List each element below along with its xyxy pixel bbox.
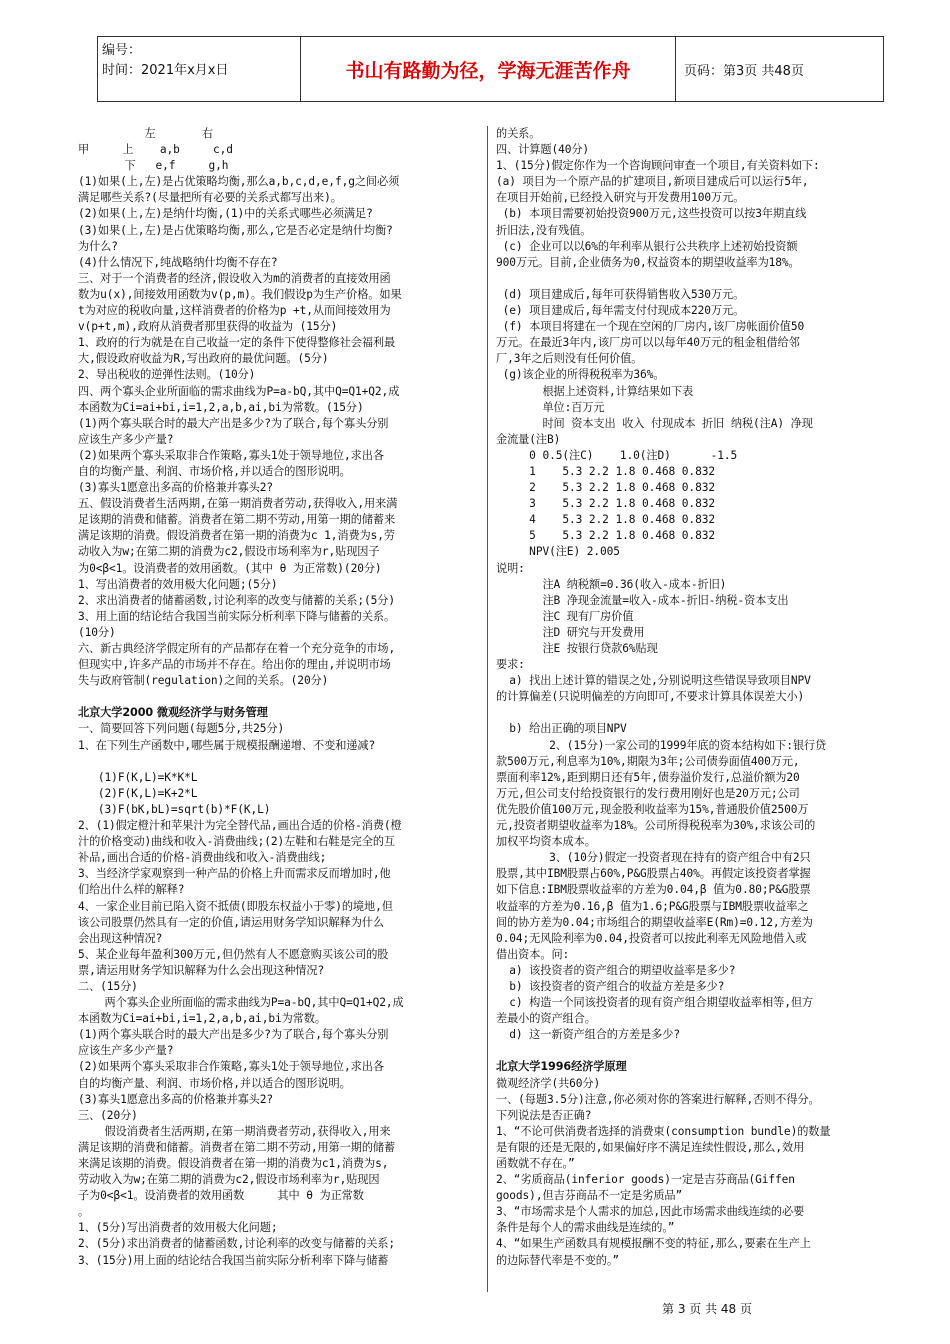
text-line: 厂,3年之后则没有任何价值。 <box>496 352 643 366</box>
section-heading: 北京大学1996经济学原理 <box>496 1060 627 1074</box>
text-line: (10分) <box>78 625 116 639</box>
text-line: (1)如果(上,左)是占优策略均衡,那么a,b,c,d,e,f,g之间必须 <box>78 175 400 189</box>
text-line: 1、(15分)假定你作为一个咨询顾问审查一个项目,有关资料如下: <box>496 159 820 173</box>
text-line: (a) 项目为一个原产品的扩建项目,新项目建成后可以运行5年, <box>496 175 809 189</box>
text-line: 足该期的消费和储蓄。消费者在第二期不劳动,用第一期的储蓄来 <box>78 513 396 527</box>
text-line: 2、(15分)一家公司的1999年底的资本结构如下:银行贷 <box>496 738 827 752</box>
text-line: 们给出什么样的解释? <box>78 883 185 897</box>
text-line: 汁的价格变动)曲线和收入-消费曲线;(2)左鞋和右鞋是完全的互 <box>78 835 396 849</box>
text-line: (d) 项目建成后,每年可获得销售收入530万元。 <box>496 287 745 301</box>
text-line: 1 5.3 2.2 1.8 0.468 0.832 <box>496 464 715 478</box>
text-line: 的关系。 <box>496 127 541 140</box>
text-line: 注A 纳税额=0.36(收入-成本-折旧) <box>496 577 727 591</box>
text-line: (b) 本项目需要初始投资900万元,这些投资可以按3年期直线 <box>496 207 807 221</box>
text-line: (2)F(K,L)=K+2*L <box>78 786 198 800</box>
text-line <box>496 1043 906 1059</box>
text-line: 是有限的还是无限的,如果偏好序不满足连续性假设,那么,效用 <box>496 1140 805 1154</box>
text-line: 折旧法,没有残值。 <box>496 223 592 237</box>
text-line <box>78 754 480 770</box>
section-heading: 北京大学2000 微观经济学与财务管理 <box>78 706 268 720</box>
text-line: 差最小的资产组合。 <box>496 1012 596 1026</box>
text-line: 4 5.3 2.2 1.8 0.468 0.832 <box>496 513 715 527</box>
text-line: (f) 本项目将建在一个现在空闲的厂房内,该厂房帐面价值50 <box>496 320 805 334</box>
text-line: 两个寡头企业所面临的需求曲线为P=a-bQ,其中Q=Q1+Q2,成 <box>78 996 404 1010</box>
text-line: 金流量(注B) <box>496 432 561 446</box>
text-line: 一、简要回答下列问题(每题5分,共25分) <box>78 722 285 736</box>
text-line: 为0<β<1。设消费者的效用函数。(其中 θ 为正常数)(20分) <box>78 561 382 575</box>
text-line: 条件是每个人的需求曲线是连续的。” <box>496 1221 675 1235</box>
text-line: 一、(每题3.5分)注意,你必须对你的答案进行解释,否则不得分。 <box>496 1092 820 1106</box>
text-line: 4、“如果生产函数具有规模报酬不变的特征,那么,要素在生产上 <box>496 1237 811 1251</box>
text-line: (1)两个寡头联合时的最大产出是多少?为了联合,每个寡头分别 <box>78 416 389 430</box>
text-line: (c) 企业可以以6%的年利率从银行公共秩序上述初始投资额 <box>496 239 798 253</box>
header-meta <box>98 37 301 101</box>
right-column <box>496 126 906 1269</box>
text-line: 。 <box>78 1205 90 1219</box>
text-line: 假设消费者生活两期,在第一期消费者劳动,获得收入,用来 <box>78 1124 391 1138</box>
left-column <box>78 126 480 1269</box>
text-line: 收益率的方差为0.16,β 值为1.6;P&G股票与IBM股票收益率之 <box>496 899 809 913</box>
text-line: 的计算偏差(只说明偏差的方向即可,不要求计算具体误差大小) <box>496 690 805 704</box>
text-line: 会出现这种情况? <box>78 931 163 945</box>
text-line: 3、“市场需求是个人需求的加总,因此市场需求曲线连续的必要 <box>496 1205 805 1219</box>
text-line: 注E 按银行贷款6%贴现 <box>496 642 658 655</box>
text-line: 注B 净现金流量=收入-成本-折旧-纳税-资本支出 <box>496 593 789 607</box>
page-footer: 第 3 页 共 48 页 <box>662 1302 752 1316</box>
text-line: 4、一家企业目前已陷入资不抵债(即股东权益小于零)的境地,但 <box>78 899 393 913</box>
text-line <box>496 271 906 287</box>
text-line: d) 这一新资产组合的方差是多少? <box>496 1028 680 1042</box>
text-line: NPV(注E) 2.005 <box>496 545 620 559</box>
text-line: 2、导出税收的逆弹性法则。(10分) <box>78 368 256 382</box>
text-line: 1、“不论可供消费者选择的消费束(consumption bundle)的数量 <box>496 1124 831 1138</box>
text-line: (e) 项目建成后,每年需支付付现成本220万元。 <box>496 304 745 318</box>
text-line: 满足该期的消费和储蓄。消费者在第二期不劳动,用第一期的储蓄 <box>78 1140 396 1154</box>
text-line: 下 e,f g,h <box>78 159 229 173</box>
text-line: 万元,但公司支付给投资银行的发行费用刚好也是20万元;公司 <box>496 786 800 800</box>
text-line: 注D 研究与开发费用 <box>496 625 645 639</box>
header-motto: 书山有路勤为径，学海无涯苦作舟 <box>301 37 676 101</box>
text-line: 来满足该期的消费。假设消费者在第一期的消费为c1,消费为s, <box>78 1157 389 1170</box>
text-line: 单位:百万元 <box>496 400 605 414</box>
text-line: 四、两个寡头企业所面临的需求曲线为P=a-bQ,其中Q=Q1+Q2,成 <box>78 384 400 398</box>
text-line: 票,请运用财务学知识解释为什么会出现这种情况? <box>78 963 325 977</box>
text-line: 2、求出消费者的储蓄函数,讨论利率的改变与储蓄的关系;(5分) <box>78 593 396 607</box>
text-line: goods),但吉芬商品不一定是劣质品” <box>496 1189 683 1203</box>
text-line: 2、(5分)求出消费者的储蓄函数,讨论利率的改变与储蓄的关系; <box>78 1237 396 1251</box>
text-line: 优先股价值100万元,现金股利收益率为15%,普通股价值2500万 <box>496 802 809 816</box>
text-line: 子为0<β<1。设消费者的效用函数 其中 θ 为正常数 <box>78 1189 364 1203</box>
text-line: 该公司股票仍然具有一定的价值,请运用财务学知识解释为什么 <box>78 915 384 929</box>
text-line: 二、(15分) <box>78 979 138 993</box>
text-line: 三、(20分) <box>78 1108 138 1122</box>
text-line: 1、写出消费者的效用极大化问题;(5分) <box>78 577 278 591</box>
text-line: 3、(10分)假定一投资者现在持有的资产组合中有2只 <box>496 851 811 865</box>
text-line: 自的均衡产量、利润、市场价格,并以适合的图形说明。 <box>78 464 351 478</box>
text-line: 本函数为Ci=ai+bi,i=1,2,a,b,ai,bi为常数。 <box>78 1012 326 1026</box>
text-line: 本函数为Ci=ai+bi,i=1,2,a,b,ai,bi为常数。(15分) <box>78 400 364 414</box>
text-line: 900万元。目前,企业债务为0,权益资本的期望收益率为18%。 <box>496 255 800 269</box>
text-line: 失与政府管制(regulation)之间的关系。(20分) <box>78 674 329 688</box>
text-line: 2、“劣质商品(inferior goods)一定是吉芬商品(Giffen <box>496 1173 795 1187</box>
document-time-label: 时间：2021年x月x日 <box>102 63 229 78</box>
text-line: 在项目开始前,已经投入研究与开发费用100万元。 <box>496 191 745 205</box>
text-line: 款500万元,利息率为10%,期限为3年;公司债券面值400万元, <box>496 754 800 768</box>
text-line: 大,假设政府收益为R,写出政府的最优问题。(5分) <box>78 352 329 366</box>
text-line: (3)寡头1愿意出多高的价格兼并寡头2? <box>78 1092 274 1106</box>
text-line: 借出资本。问: <box>496 947 570 961</box>
text-line: 元,投资者期望收益率为18%。公司所得税税率为30%,求该公司的 <box>496 819 816 833</box>
text-line: 时间 资本支出 收入 付现成本 折旧 纳税(注A) 净现 <box>496 416 813 430</box>
text-line: 1、政府的行为就是在自己收益一定的条件下使得整修社会福利最 <box>78 336 396 350</box>
text-line: (g)该企业的所得税税率为36%。 <box>496 368 665 382</box>
text-line: 自的均衡产量、利润、市场价格,并以适合的图形说明。 <box>78 1076 351 1090</box>
text-line: 下列说法是否正确? <box>496 1108 592 1122</box>
text-line <box>78 689 480 705</box>
text-line: 补品,画出合适的价格-消费曲线和收入-消费曲线; <box>78 851 327 865</box>
text-line: 满足该期的消费。假设消费者在第一期的消费为c 1,消费为s,劳 <box>78 529 396 543</box>
text-line: 3、当经济学家观察到一种产品的价格上升而需求反而增加时,他 <box>78 867 391 881</box>
text-line: 2 5.3 2.2 1.8 0.468 0.832 <box>496 481 715 495</box>
text-line: (4)什么情况下,纯战略纳什均衡不存在? <box>78 255 278 269</box>
text-line: (3)如果(上,左)是占优策略均衡,那么,它是否必定是纳什均衡? <box>78 223 393 237</box>
text-line: 5 5.3 2.2 1.8 0.468 0.832 <box>496 529 715 543</box>
text-line: 六、新古典经济学假定所有的产品都存在着一个充分竞争的市场, <box>78 642 396 655</box>
text-line: 数为u(x),间接效用函数为v(p,m)。我们假设p为生产价格。如果 <box>78 287 402 301</box>
text-line: 左 右 <box>78 127 213 140</box>
text-line: 1、(5分)写出消费者的效用极大化问题; <box>78 1221 278 1235</box>
text-line: 微观经济学(共60分) <box>496 1076 601 1090</box>
text-line: 应该生产多少产量? <box>78 1044 174 1058</box>
text-line: 根据上述资料,计算结果如下表 <box>496 384 694 398</box>
text-line: 应该生产多少产量? <box>78 432 174 446</box>
text-line: 动收入为w;在第二期的消费为c2,假设市场利率为r,贴现因子 <box>78 545 380 559</box>
text-line: 0 0.5(注C) 1.0(注D) -1.5 <box>496 448 738 462</box>
text-line: 说明: <box>496 561 525 575</box>
text-line: 3、用上面的结论结合我国当前实际分析利率下降与储蓄的关系。 <box>78 609 396 623</box>
text-line <box>496 705 906 721</box>
text-line: 2、(1)假定橙汁和苹果汁为完全替代品,画出合适的价格-消费(橙 <box>78 819 402 833</box>
document-number-label: 编号： <box>102 43 142 58</box>
text-line: (1)F(K,L)=K*K*L <box>78 770 198 784</box>
text-line: (3)寡头1愿意出多高的价格兼并寡头2? <box>78 481 274 495</box>
text-line: b) 给出正确的项目NPV <box>496 722 627 736</box>
text-line: 万元。在最近3年内,该厂房可以以每年40万元的租金租借给邻 <box>496 336 800 350</box>
text-line: 3 5.3 2.2 1.8 0.468 0.832 <box>496 497 715 511</box>
header-page-number: 页码：第3页 共48页 <box>684 63 804 79</box>
text-line: 加权平均资本成本。 <box>496 835 596 849</box>
text-line: a) 该投资者的资产组合的期望收益率是多少? <box>496 963 736 977</box>
text-line: 0.04;无风险利率为0.04,投资者可以按此利率无风险地借入或 <box>496 931 807 945</box>
text-line: (2)如果两个寡头采取非合作策略,寡头1处于领导地位,求出各 <box>78 1060 384 1074</box>
document-header <box>97 36 884 102</box>
text-line: c) 构造一个同该投资者的现有资产组合期望收益率相等,但方 <box>496 996 814 1010</box>
text-line: 5、某企业每年盈利300万元,但仍然有人不愿意购买该公司的股 <box>78 947 389 961</box>
text-line: 五、假设消费者生活两期,在第一期消费者劳动,获得收入,用来满 <box>78 497 398 511</box>
text-line: 函数就不存在。” <box>496 1157 575 1170</box>
text-line: 3、(15分)用上面的结论结合我国当前实际分析利率下降与储蓄 <box>78 1253 389 1267</box>
text-line: 股票,其中IBM股票占60%,P&G股票占40%。再假定该投资者掌握 <box>496 867 811 881</box>
text-line: 间的协方差为0.04;市场组合的期望收益率E(Rm)=0.12,方差为 <box>496 915 813 929</box>
text-line: v(p+t,m),政府从消费者那里获得的收益为 (15分) <box>78 320 338 334</box>
text-line: (2)如果两个寡头采取非合作策略,寡头1处于领导地位,求出各 <box>78 448 384 462</box>
text-line: (1)两个寡头联合时的最大产出是多少?为了联合,每个寡头分别 <box>78 1028 389 1042</box>
text-line: 四、计算题(40分) <box>496 143 590 157</box>
text-line: 票面利率12%,距到期日还有5年,债券溢价发行,总溢价额为20 <box>496 770 800 784</box>
text-line: 要求: <box>496 658 525 672</box>
text-line: 如下信息:IBM股票收益率的方差为0.04,β 值为0.80;P&G股票 <box>496 883 811 897</box>
text-line: 甲 上 a,b c,d <box>78 143 233 157</box>
text-line: 1、在下列生产函数中,哪些属于规模报酬递增、不变和递减? <box>78 738 376 752</box>
column-divider <box>487 126 488 1292</box>
text-line: 满足哪些关系?(尽量把所有必要的关系式都写出来)。 <box>78 191 342 205</box>
text-line: a) 找出上述计算的错误之处,分别说明这些错误导致项目NPV <box>496 674 811 688</box>
text-line: 注C 现有厂房价值 <box>496 609 634 623</box>
text-line: (3)F(bK,bL)=sqrt(b)*F(K,L) <box>78 802 271 816</box>
text-line: 劳动收入为w;在第二期的消费为c2,假设市场利率为r,贴现因 <box>78 1173 380 1187</box>
text-line: 为什么? <box>78 239 118 253</box>
text-line: 三、对于一个消费者的经济,假设收入为m的消费者的直接效用函 <box>78 271 391 285</box>
text-line: b) 该投资者的资产组合的收益方差是多少? <box>496 979 725 993</box>
text-line: t为对应的税收向量,这样消费者的价格为p +t,从而间接效用为 <box>78 304 391 318</box>
text-line: (2)如果(上,左)是纳什均衡,(1)中的关系式哪些必须满足? <box>78 207 373 221</box>
text-line: 的边际替代率是不变的。” <box>496 1253 619 1267</box>
text-line: 但现实中,许多产品的市场并不存在。给出你的理由,并说明市场 <box>78 658 391 672</box>
